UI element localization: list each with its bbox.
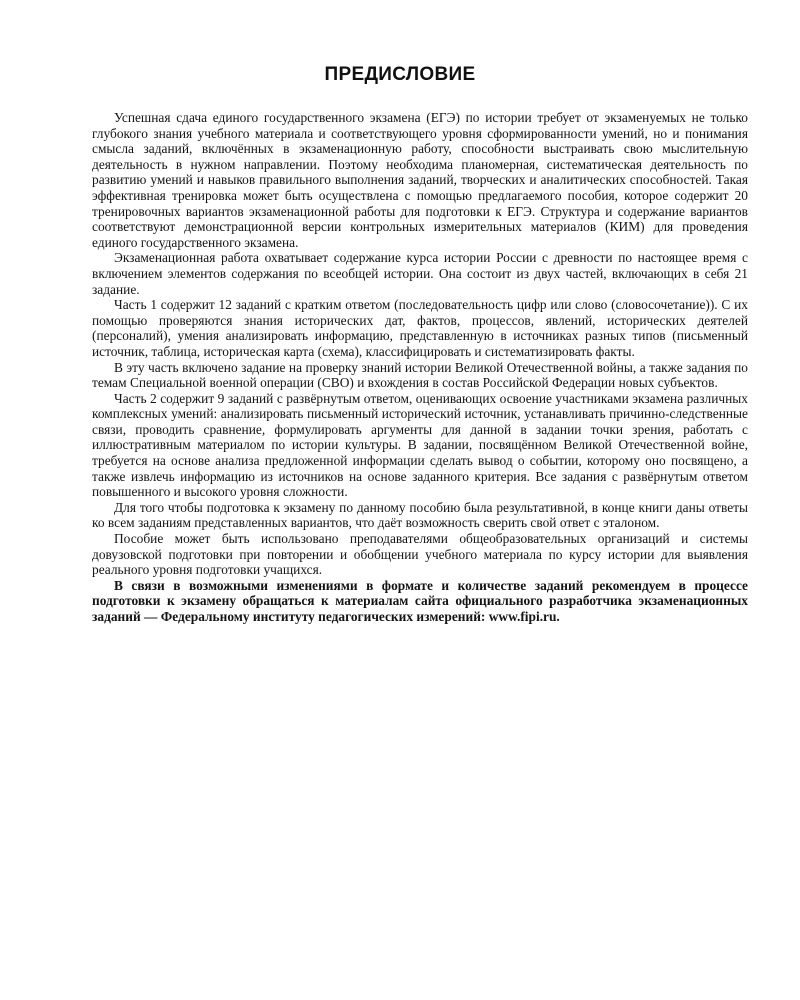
paragraph-answers: Для того чтобы подготовка к экзамену по данному пособию была результативной, в конце книги даны ответы ко всем заданиям представленных вариантов, что даёт возможность сверить свой ответ с эталоном. [92, 499, 748, 531]
paragraph-intro: Успешная сдача единого государственного экзамена (ЕГЭ) по истории требует от экзаменуемых не только глубокого знания учебного материала и соответствующего уровня сформированности умений, но и понимания смысла заданий, включённых в экзаменационную работу, способности выстраивать свою мыслительную деятельность в нужном направлении. Поэтому необходима планомерная, систематическая деятельность по развитию умений и навыков правильного выполнения заданий, творческих и аналитических способностей. Такая эффективная тренировка может быть осуществлена с помощью предлагаемого пособия, которое содержит 20 тренировочных вариантов экзаменационной работы для подготовки к ЕГЭ. Структура и содержание вариантов соответствуют демонстрационной версии контрольных измерительных материалов (КИМ) для проведения единого государственного экзамена. [92, 110, 748, 250]
paragraph-part-1-wwii: В эту часть включено задание на проверку знаний истории Великой Отечественной войны, а также задания по темам Специальной военной операции (СВО) и вхождения в состав Российской Федерации новых субъектов. [92, 359, 748, 391]
paragraph-exam-structure: Экзаменационная работа охватывает содержание курса истории России с древности по настоящее время с включением элементов содержания по всеобщей истории. Она состоит из двух частей, включающих в себя 21 задание. [92, 250, 748, 297]
preface-body [92, 110, 748, 625]
paragraph-part-2: Часть 2 содержит 9 заданий с развёрнутым ответом, оценивающих освоение участниками экзамена различных комплексных умений: анализировать письменный исторический источник, устанавливать причинно-следственные связи, проводить сравнение, формулировать аргументы для данной в задании точки зрения, работать с иллюстративным материалом по истории культуры. В задании, посвящённом Великой Отечественной войне, требуется на основе анализа предложенной информации сделать вывод о событии, которому оно посвящено, а также извлечь информацию из источников на основе заданного критерия. Все задания с развёрнутым ответом повышенного и высокого уровня сложности. [92, 390, 748, 500]
page-title: ПРЕДИСЛОВИЕ [324, 64, 476, 85]
paragraph-usage: Пособие может быть использовано преподавателями общеобразовательных организаций и системы довузовской подготовки при повторении и обобщении учебного материала по курсу истории для выявления реального уровня подготовки учащихся. [92, 531, 748, 578]
paragraph-part-1: Часть 1 содержит 12 заданий с кратким ответом (последовательность цифр или слово (словосочетание)). С их помощью проверяются знания исторических дат, фактов, процессов, явлений, исторических деятелей (персоналий), умения анализировать информацию, представленную в источниках разных типов (письменный источник, таблица, историческая карта (схема), классифицировать и систематизировать факты. [92, 297, 748, 359]
paragraph-fipi-notice: В связи в возможными изменениями в формате и количестве заданий рекомендуем в процессе подготовки к экзамену обращаться к материалам сайта официального разработчика экзаменационных заданий — Федеральному институту педагогических измерений: www.fipi.ru. [92, 577, 748, 624]
